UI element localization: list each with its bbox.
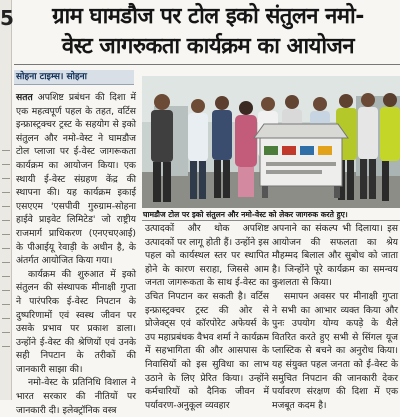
paragraph: उत्पादकों और थोक अपशिष्ट उत्पादकों पर लागू होती हैं। उन्होंने इस पहल को कार्यस्थल स्तर पर स्थापित होने के कारण सराहा, जिससे आम जनता जागरूकता के साथ ई-वेस्ट का उचित निपटान कर सकती है। वर्टिस इन्फ्रास्ट्रक्चर ट्रस्ट की ओर से प्रोजेक्ट्स एवं कॉरपोरेट अफेयर्स के उप महाप्रबंधक वैभव शर्मा ने कार्यक्रम में सहभागिता की और आसपास के निवासियों को इस सुविधा का लाभ उठाने के लिए प्रेरित किया। उन्होंने कर्मचारियों को दैनिक जीवन में पर्यावरण-अनुकूल व्यवहार (145, 223, 269, 411)
article-column-1 (16, 91, 136, 416)
article-headline (18, 2, 398, 62)
event-photo (142, 76, 400, 208)
byline: सोहना टाइम्स। सोहना (16, 72, 88, 82)
paragraph: समापन अवसर पर मीनाक्षी गुप्ता ने सभी का आभार व्यक्त किया और पुनः उपयोग योग्य कपड़े के थैले वितरित करते हुए सभी से सिंगल यूज प्लास्टिक से बचने का अनुरोध किया। यह संयुक्त पहल जनता को ई-वेस्ट के समुचित निपटान की जानकारी देकर पर्यावरण संरक्षण की दिशा में एक मजबूत कदम है। (272, 290, 398, 411)
caption-divider (142, 220, 400, 221)
paragraph: सतत अपशिष्ट प्रबंधन की दिशा में एक महत्वपूर्ण पहल के तहत, वर्टिस इन्फ्रास्ट्रक्चर ट्रस्ट के सहयोग से इको संतुलन और नमो-वेस्ट ने घामडौज टोल प्लाजा पर ई-वेस्ट जागरूकता कार्यक्रम का आयोजन किया। एक स्थायी ई-वेस्ट संग्रहण केंद्र की स्थापना की। यह कार्यक्रम इकाई एसएएम 'एसपीवी गुरुग्राम-सोहना हाईवे प्राइवेट लिमिटेड' जो राष्ट्रीय राजमार्ग प्राधिकरण (एनएचएआई) के पीआईयू रेवाड़ी के अधीन है, के अंतर्गत आयोजित किया गया। (16, 92, 136, 267)
paragraph: नमो-वेस्ट के प्रतिनिधि विशाल ने भारत सरकार की नीतियों पर जानकारी दी। इलेक्ट्रॉनिक वस्त्र (16, 377, 136, 416)
photo-caption: घामडौज टोल पर इको संतुलन और नमो-वेस्ट को लेकर जागरुक करते हुए। (143, 210, 348, 219)
headline-divider (14, 64, 400, 65)
drop-lead-word: सतत (16, 92, 33, 103)
paragraph: अपनाने का संकल्प भी दिलाया। इस आयोजन की सफलता का श्रेय मौहम्मद बिलाल और सुबोध को जाता है। जिन्होंने पूरे कार्यक्रम का समन्वय कुशलता से किया। (272, 223, 398, 289)
article-column-3 (272, 222, 398, 411)
headline-line-1: ग्राम घामडौज पर टोल इको संतुलन नमो- (52, 4, 364, 29)
paragraph: कार्यक्रम की शुरुआत में इको संतुलन की संस्थापक मीनाक्षी गुप्ता ने पारंपरिक ई-वेस्ट निपटान के दुष्परिणामों एवं स्वस्थ जीवन पर उसके प्रभाव पर प्रकाश डाला। उन्होंने ई-वेस्ट की श्रेणियों एवं उनके सही निपटान के तरीकों की जानकारी साझा की। (16, 268, 136, 375)
article-column-2 (145, 222, 269, 411)
event-photo-illustration (142, 76, 400, 208)
headline-line-2: वेस्ट जागरुकता कार्यक्रम का आयोजन (61, 34, 355, 59)
adjacent-headline-fragment: 5 (0, 6, 14, 30)
person-4 (235, 101, 257, 197)
adjacent-article-strip (0, 0, 12, 400)
